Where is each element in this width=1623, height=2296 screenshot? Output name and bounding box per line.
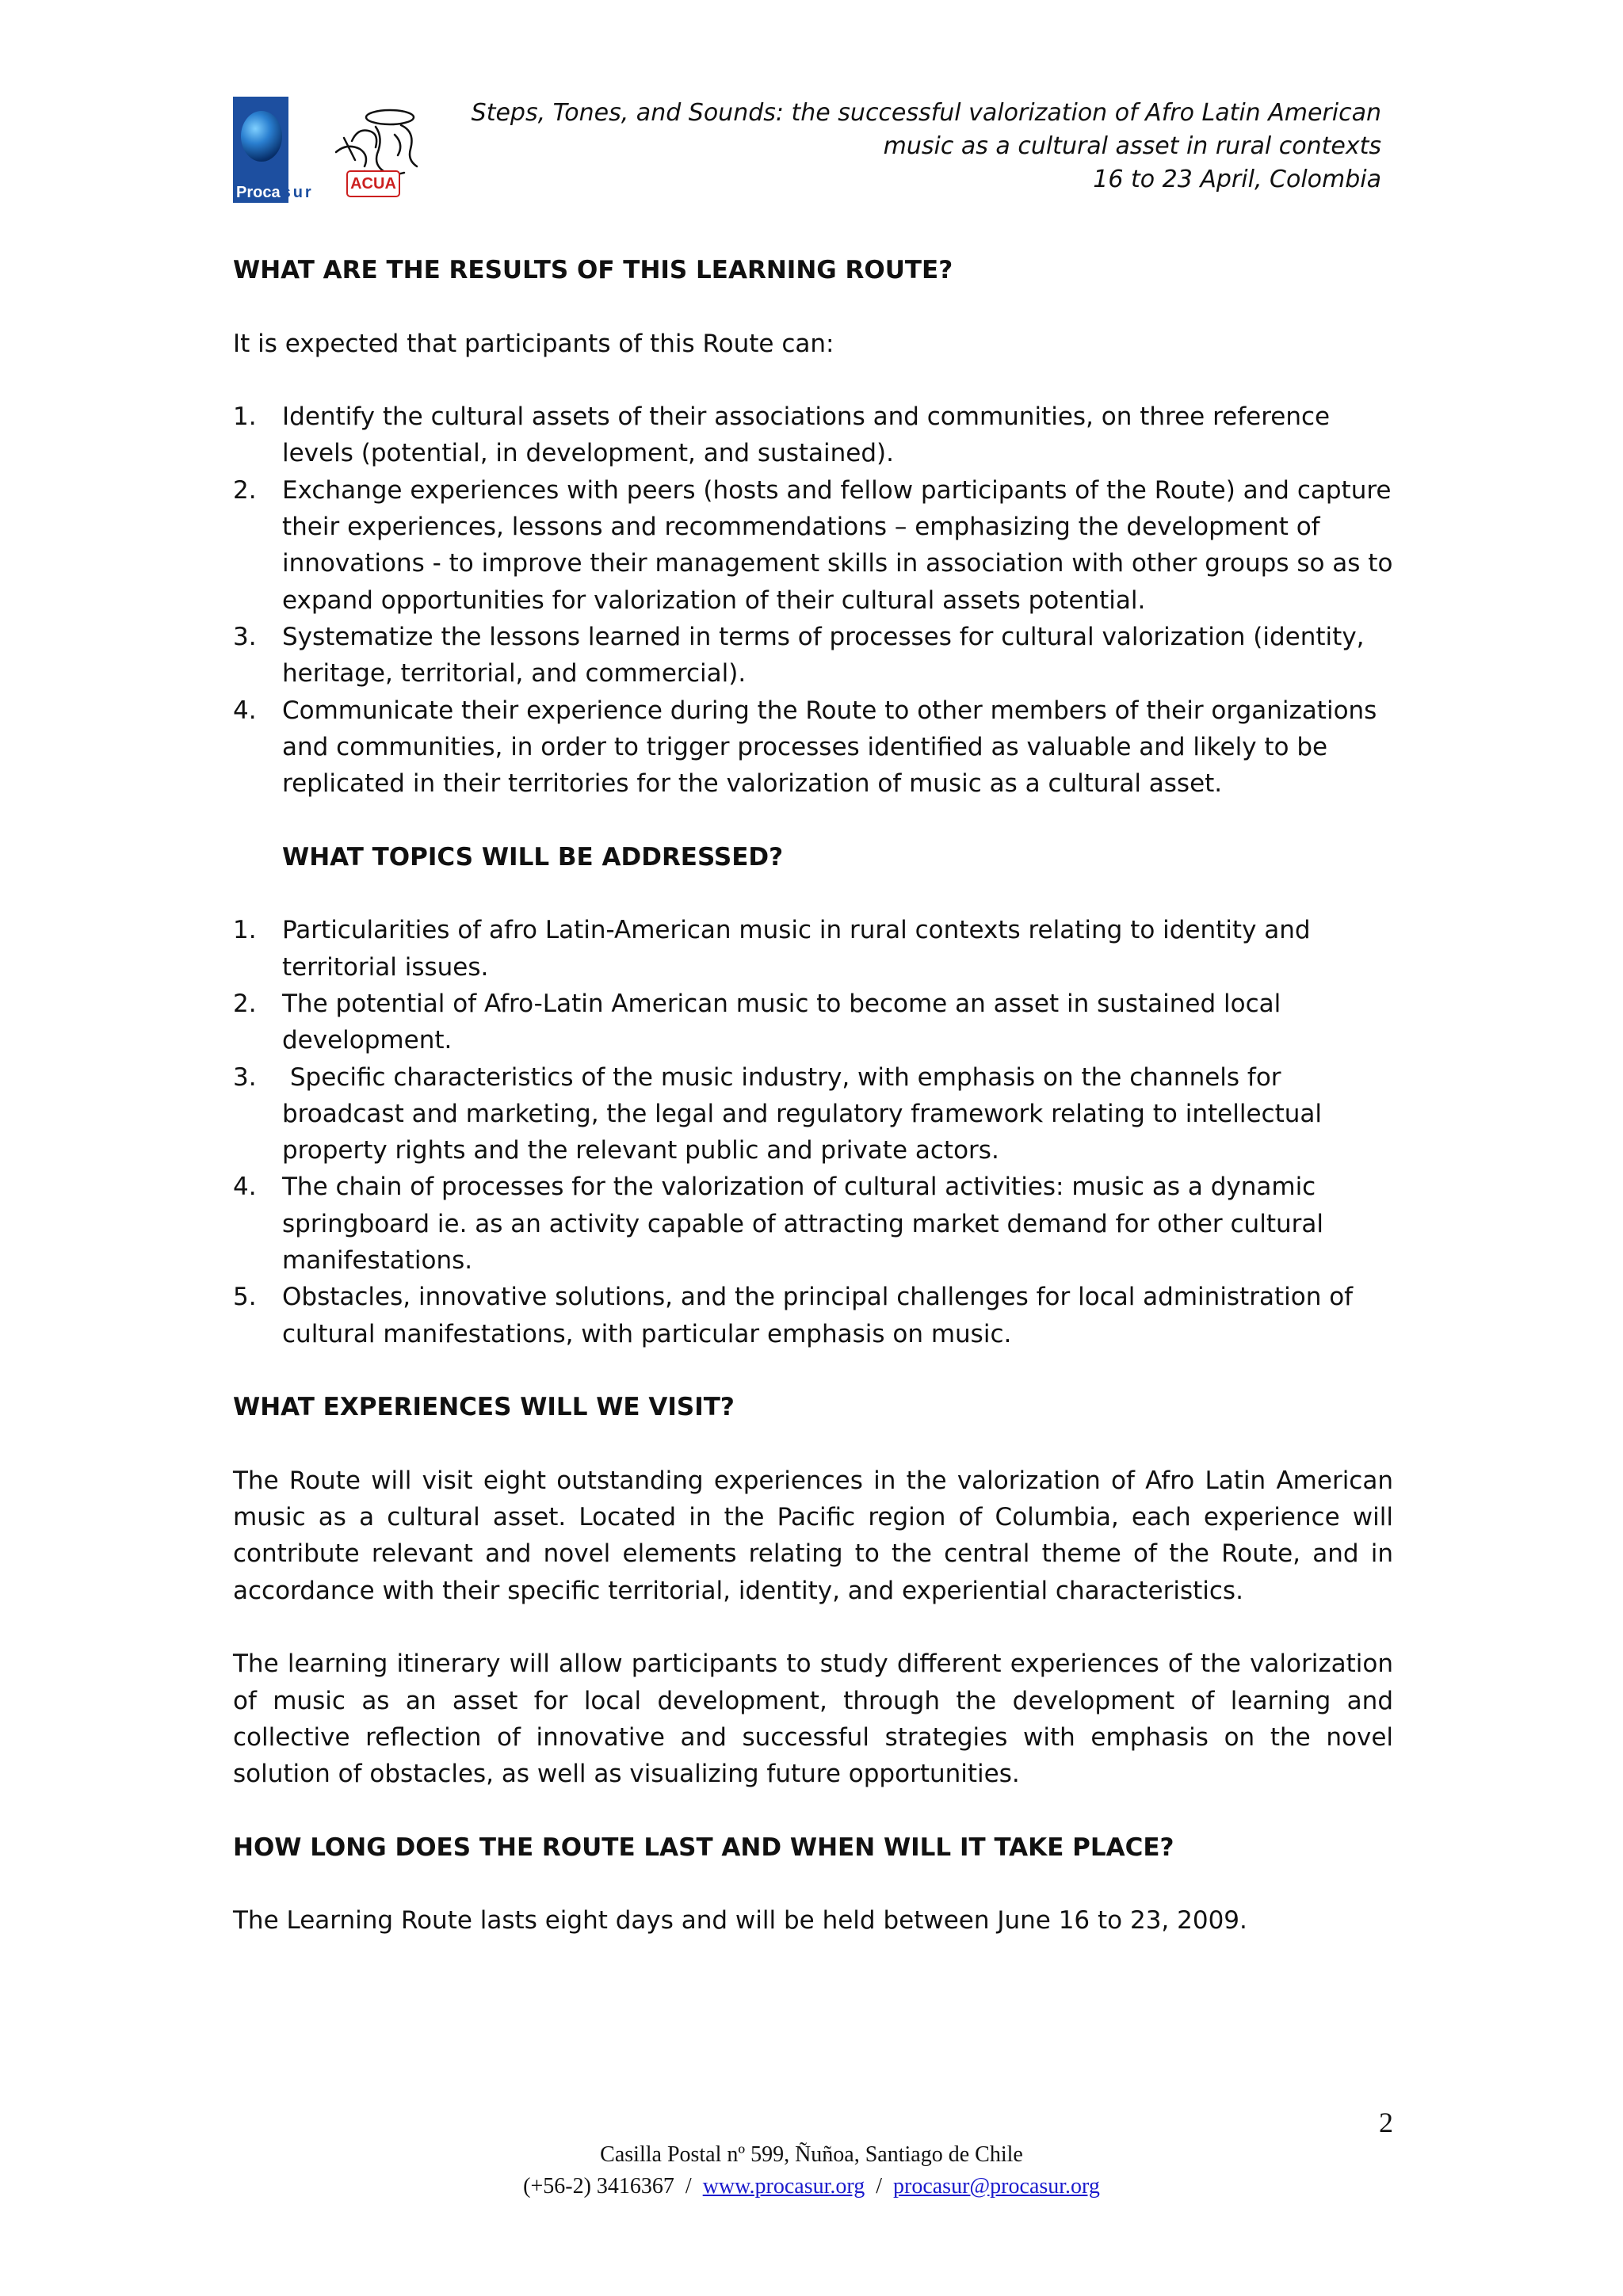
- acua-logo-text: ACUA: [350, 175, 396, 193]
- header-logos: [233, 97, 439, 204]
- footer-phone: (+56-2) 3416367: [523, 2174, 674, 2199]
- footer-separator: /: [685, 2174, 692, 2199]
- list-item: 4. The chain of processes for the valorization of cultural activities: music as a dynamic springboard ie. as an activity capable of attracting market demand for other cultural manifestations.: [233, 1173, 1323, 1276]
- footer-address: Casilla Postal nº 599, Ñuñoa, Santiago de Chile: [600, 2142, 1023, 2167]
- page-footer: [0, 2139, 1623, 2203]
- list-item: 5. Obstacles, innovative solutions, and the principal challenges for local administration of cultural manifestations, with particular emphasis on music.: [233, 1283, 1354, 1348]
- list-item: 1. Identify the cultural assets of their associations and communities, on three reference levels (potential, in development, and sustained).: [233, 402, 1331, 468]
- footer-contact: [0, 2171, 1623, 2203]
- list-item: 2. Exchange experiences with peers (hosts and fellow participants of the Route) and capture their experiences, lessons and recommendations – emphasizing the development of innovations - to improve their management skills in association with other groups so as to expand opportunities for valorization of their cultural assets potential.: [233, 475, 1393, 615]
- list-item: 4. Communicate their experience during the Route to other members of their organizations and communities, in order to trigger processes identified as valuable and likely to be replicated in their territories for the valorization of music as a cultural asset.: [233, 696, 1377, 799]
- list-item: 2. The potential of Afro-Latin American music to become an asset in sustained local development.: [233, 989, 1281, 1055]
- header-title-line-1: Steps, Tones, and Sounds: the successful valorization of Afro Latin American: [471, 99, 1381, 127]
- experiences-paragraph-2: The learning itinerary will allow participants to study different experiences of the valorization of music as an asset for local development, through the development of learning and collective reflection of innovative and successful strategies with emphasis on the novel solution of obstacles, as well as visualizing future opportunities.: [233, 1650, 1393, 1789]
- page-number: 2: [1379, 2107, 1393, 2138]
- footer-email-link[interactable]: procasur@procasur.org: [893, 2174, 1100, 2199]
- section-heading-experiences: WHAT EXPERIENCES WILL WE VISIT?: [233, 1393, 735, 1422]
- list-item: 3. Specific characteristics of the music industry, with emphasis on the channels for broadcast and marketing, the legal and regulatory framework relating to intellectual property rights and the relevant public and private actors.: [233, 1062, 1322, 1165]
- globe-icon: [241, 111, 282, 162]
- experiences-paragraph-1: The Route will visit eight outstanding experiences in the valorization of Afro Latin American music as a cultural asset. Located in the Pacific region of Columbia, each experience will contribute relevant and novel elements relating to the central theme of the Route, and in accordance with their specific territorial, identity, and experiential characteristics.: [233, 1466, 1393, 1605]
- duration-paragraph: The Learning Route lasts eight days and will be held between June 16 to 23, 2009.: [233, 1906, 1247, 1936]
- list-item: 3. Systematize the lessons learned in terms of processes for cultural valorization (identity, heritage, territorial, and commercial).: [233, 622, 1365, 688]
- header-title-line-2: music as a cultural asset in rural contexts: [883, 132, 1381, 160]
- document-body: [233, 252, 1393, 1939]
- section-heading-results: WHAT ARE THE RESULTS OF THIS LEARNING ROUTE?: [233, 256, 953, 284]
- document-header: [430, 97, 1381, 196]
- footer-separator: /: [876, 2174, 882, 2199]
- results-list: [233, 399, 1393, 802]
- results-intro: It is expected that participants of this Route can:: [233, 329, 834, 358]
- section-heading-topics: WHAT TOPICS WILL BE ADDRESSED?: [282, 842, 784, 871]
- footer-website-link[interactable]: www.procasur.org: [702, 2174, 865, 2199]
- topics-list: [233, 912, 1393, 1352]
- procasur-logo-text: Proca sur: [233, 182, 328, 203]
- section-heading-duration: HOW LONG DOES THE ROUTE LAST AND WHEN WILL IT TAKE PLACE?: [233, 1833, 1174, 1862]
- acua-logo: [328, 103, 431, 198]
- header-title-line-3: 16 to 23 April, Colombia: [1093, 166, 1381, 193]
- list-item: 1. Particularities of afro Latin-American music in rural contexts relating to identity and territorial issues.: [233, 916, 1311, 982]
